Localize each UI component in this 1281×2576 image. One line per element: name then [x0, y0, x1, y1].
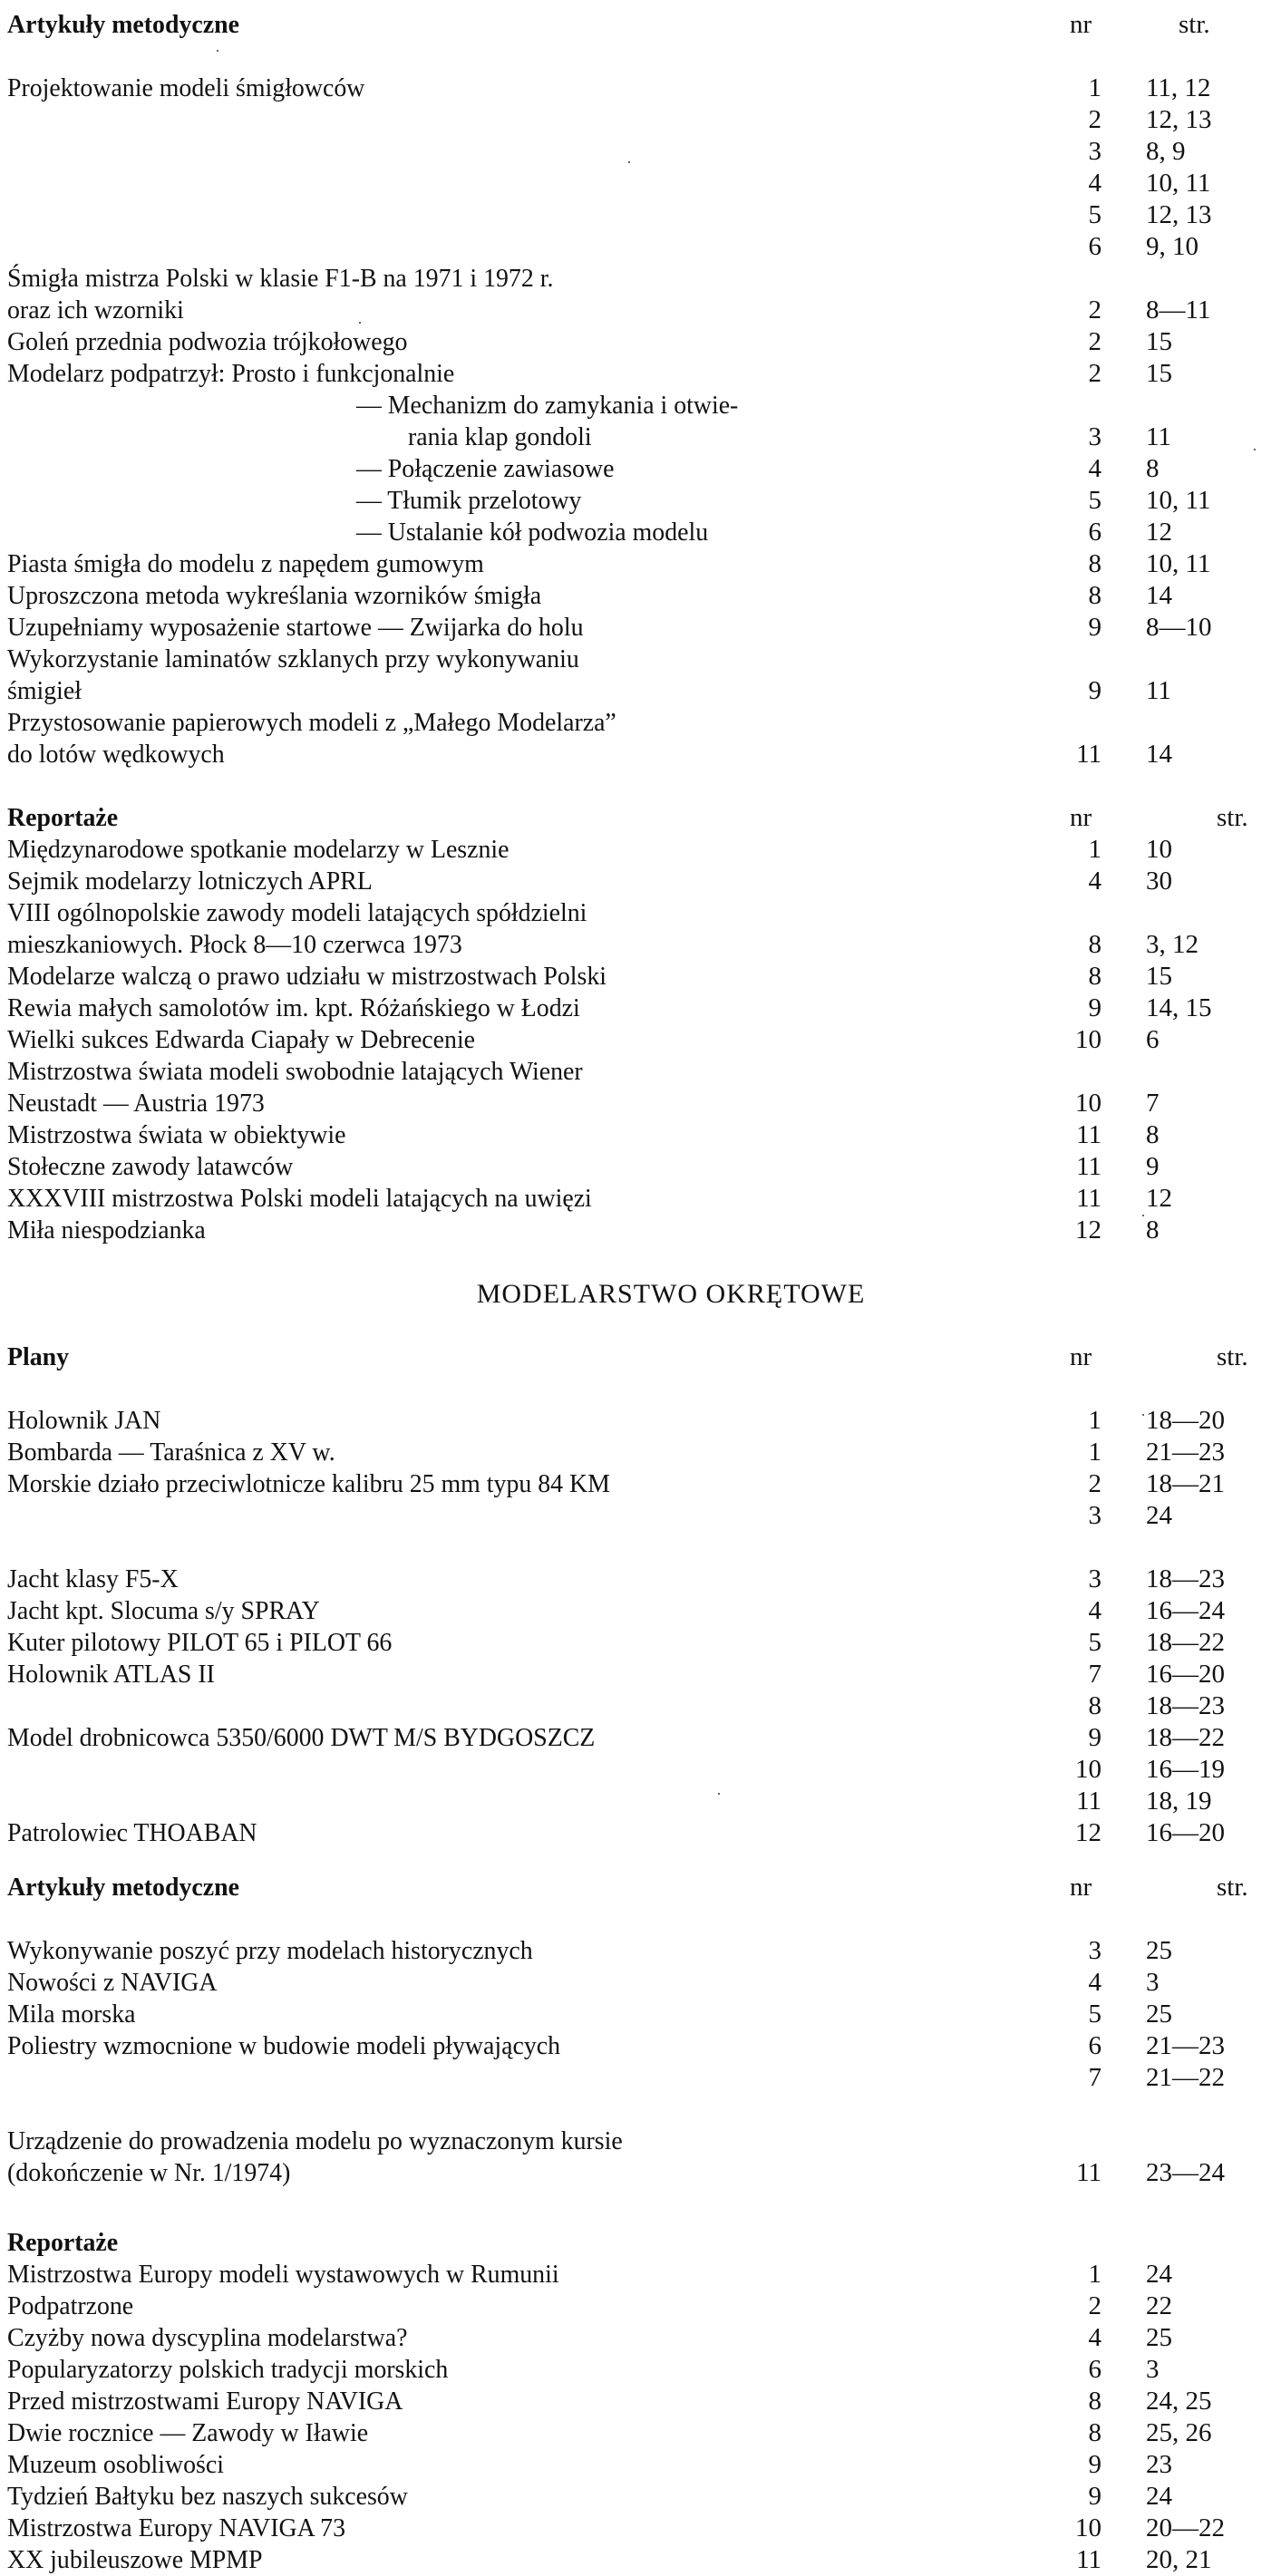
- index-entry: [0, 993, 1281, 1024]
- index-entry: [0, 1967, 1281, 1999]
- entry-pages: 8, 9: [1146, 137, 1186, 166]
- entry-pages: 22: [1146, 2290, 1172, 2320]
- index-entry: [0, 1215, 1281, 1246]
- index-entry: [0, 580, 1281, 612]
- entry-pages: 20, 21: [1146, 2544, 1212, 2574]
- column-header-str: str.: [1217, 803, 1248, 832]
- entry-pages: 24, 25: [1146, 2386, 1212, 2416]
- entry-title: Modelarz podpatrzył: Prosto i funkcjonalnie: [7, 359, 455, 388]
- index-entry: [0, 517, 1281, 548]
- entry-title: Jacht klasy F5-X: [7, 1564, 179, 1593]
- index-entry: [0, 961, 1281, 993]
- entry-title: Piasta śmigła do modelu z napędem gumowym: [7, 549, 484, 578]
- entry-title: Mistrzostwa świata w obiektywie: [7, 1120, 346, 1149]
- index-entry: [0, 358, 1281, 390]
- index-entry: [0, 1754, 1281, 1786]
- index-entry: [0, 1999, 1281, 2030]
- entry-issue-number: 1: [1088, 835, 1101, 864]
- index-entry: [0, 1935, 1281, 1967]
- entry-issue-number: 8: [1088, 581, 1101, 610]
- entry-title: Czyżby nowa dyscyplina modelarstwa?: [7, 2322, 408, 2352]
- entry-title: Śmigła mistrza Polski w klasie F1-B na 1971 i 1972 r.: [7, 264, 554, 293]
- section-heading: Artykuły metodyczne: [7, 10, 239, 39]
- entry-issue-number: 1: [1088, 73, 1101, 102]
- entry-issue-number: 5: [1088, 1999, 1101, 2029]
- entry-issue-number: 10: [1075, 1025, 1101, 1054]
- entry-pages: 11: [1146, 422, 1171, 451]
- index-entry: [0, 834, 1281, 866]
- index-entry: [0, 2544, 1281, 2576]
- entry-pages: 24: [1146, 2259, 1172, 2289]
- entry-pages: 18—23: [1146, 1564, 1225, 1593]
- entry-title: Poliestry wzmocnione w budowie modeli pływających: [7, 2030, 561, 2060]
- entry-title: Projektowanie modeli śmigłowców: [7, 73, 365, 102]
- entry-issue-number: 5: [1088, 1628, 1101, 1657]
- section-heading: Reportaże: [7, 2227, 119, 2257]
- index-entry: [0, 739, 1281, 770]
- entry-title: Model drobnicowca 5350/6000 DWT M/S BYDGOSZCZ: [7, 1723, 596, 1752]
- index-entry: [0, 2030, 1281, 2062]
- scan-speck: [1142, 1414, 1144, 1416]
- entry-issue-number: 9: [1088, 2481, 1101, 2511]
- section-heading: Reportaże: [7, 803, 119, 832]
- index-entry: [0, 2481, 1281, 2513]
- entry-pages: 12: [1146, 518, 1172, 547]
- entry-pages: 10: [1146, 835, 1172, 864]
- entry-pages: 23: [1146, 2449, 1172, 2479]
- index-entry: [0, 644, 1281, 675]
- entry-issue-number: 9: [1088, 2449, 1101, 2479]
- entry-pages: 15: [1146, 962, 1172, 991]
- entry-issue-number: 11: [1076, 740, 1101, 769]
- index-entry: [0, 326, 1281, 358]
- section-heading-row: [0, 1872, 1281, 1903]
- column-header-nr: nr: [1070, 803, 1092, 832]
- entry-issue-number: 2: [1088, 2290, 1101, 2320]
- entry-title: Holownik ATLAS II: [7, 1660, 215, 1689]
- entry-issue-number: 12: [1075, 1215, 1101, 1244]
- entry-issue-number: 8: [1088, 930, 1101, 959]
- entry-pages: 25, 26: [1146, 2417, 1212, 2447]
- index-entry: [0, 1786, 1281, 1817]
- entry-issue-number: 10: [1075, 2513, 1101, 2542]
- entry-pages: 8: [1146, 1215, 1160, 1244]
- entry-title: Uzupełniamy wyposażenie startowe — Zwijarka do holu: [7, 613, 584, 642]
- entry-title: Patrolowiec THOABAN: [7, 1818, 257, 1847]
- entry-pages: 16—20: [1146, 1660, 1225, 1689]
- index-entry: [0, 548, 1281, 580]
- entry-title: Urządzenie do prowadzenia modelu po wyznaczonym kursie: [7, 2126, 623, 2155]
- entry-issue-number: 8: [1088, 1691, 1101, 1720]
- entry-pages: 14, 15: [1146, 993, 1212, 1022]
- entry-title: — Ustalanie kół podwozia modelu: [356, 518, 709, 547]
- entry-title: Modelarze walczą o prawo udziału w mistrzostwach Polski: [7, 962, 607, 991]
- entry-pages: 21—23: [1146, 2030, 1225, 2060]
- scan-speck: [1142, 1215, 1144, 1216]
- index-entry: [0, 2449, 1281, 2481]
- entry-title: Mistrzostwa Europy modeli wystawowych w Rumunii: [7, 2259, 559, 2289]
- entry-pages: 24: [1146, 1501, 1172, 1530]
- entry-pages: 20—22: [1146, 2513, 1225, 2542]
- entry-issue-number: 2: [1088, 1469, 1101, 1498]
- index-entry: [0, 1437, 1281, 1468]
- index-entry: [0, 263, 1281, 295]
- entry-title: — Tłumik przelotowy: [356, 486, 582, 515]
- entry-issue-number: 1: [1088, 1406, 1101, 1435]
- entry-issue-number: 9: [1088, 613, 1101, 642]
- entry-pages: 8—10: [1146, 613, 1212, 642]
- index-entry: [0, 295, 1281, 326]
- entry-title: mieszkaniowych. Płock 8—10 czerwca 1973: [7, 930, 462, 959]
- entry-issue-number: 5: [1088, 200, 1101, 229]
- index-entry: [0, 866, 1281, 897]
- section-heading-row: [0, 9, 1281, 41]
- index-entry: [0, 1088, 1281, 1119]
- entry-pages: 18, 19: [1146, 1787, 1212, 1816]
- index-entry: [0, 199, 1281, 231]
- entry-title: Mistrzostwa świata modeli swobodnie latających Wiener: [7, 1057, 583, 1086]
- index-entry: [0, 1564, 1281, 1595]
- entry-title: Dwie rocznice — Zawody w Iławie: [7, 2417, 369, 2447]
- index-entry: [0, 929, 1281, 961]
- entry-pages: 12, 13: [1146, 200, 1212, 229]
- column-header-nr: nr: [1070, 1872, 1092, 1902]
- entry-pages: 18—20: [1146, 1406, 1225, 1435]
- entry-issue-number: 4: [1088, 454, 1101, 483]
- index-entry: [0, 2354, 1281, 2386]
- index-entry: [0, 675, 1281, 707]
- entry-issue-number: 1: [1088, 1438, 1101, 1467]
- entry-title: Neustadt — Austria 1973: [7, 1089, 265, 1118]
- entry-pages: 16—19: [1146, 1755, 1225, 1784]
- index-entry: [0, 2062, 1281, 2094]
- entry-title: Przystosowanie papierowych modeli z „Małego Modelarza”: [7, 708, 616, 737]
- entry-title: Kuter pilotowy PILOT 65 i PILOT 66: [7, 1628, 393, 1657]
- entry-pages: 21—22: [1146, 2062, 1225, 2092]
- entry-issue-number: 6: [1088, 2354, 1101, 2384]
- entry-issue-number: 2: [1088, 295, 1101, 324]
- entry-issue-number: 4: [1088, 2322, 1101, 2352]
- scan-speck: [217, 50, 218, 52]
- index-entry: [0, 612, 1281, 644]
- index-entry: [0, 1151, 1281, 1183]
- entry-title: Bombarda — Taraśnica z XV w.: [7, 1438, 335, 1467]
- entry-issue-number: 6: [1088, 2030, 1101, 2060]
- entry-issue-number: 8: [1088, 2386, 1101, 2416]
- entry-issue-number: 11: [1076, 1787, 1101, 1816]
- index-entry: [0, 1627, 1281, 1659]
- entry-issue-number: 9: [1088, 676, 1101, 705]
- index-entry: [0, 168, 1281, 199]
- section-heading: Artykuły metodyczne: [7, 1872, 239, 1902]
- entry-pages: 21—23: [1146, 1438, 1225, 1467]
- entry-title: rania klap gondoli: [408, 422, 592, 451]
- entry-title: Mistrzostwa Europy NAVIGA 73: [7, 2513, 345, 2542]
- scan-speck: [359, 322, 361, 324]
- entry-issue-number: 11: [1076, 2544, 1101, 2574]
- section-heading-row: [0, 802, 1281, 834]
- entry-pages: 18—23: [1146, 1691, 1225, 1720]
- entry-issue-number: 11: [1076, 1184, 1101, 1213]
- entry-issue-number: 10: [1075, 1755, 1101, 1784]
- index-entry: [0, 2417, 1281, 2449]
- entry-issue-number: 4: [1088, 867, 1101, 896]
- entry-title: Tydzień Bałtyku bez naszych sukcesów: [7, 2481, 408, 2511]
- index-entry: [0, 1119, 1281, 1151]
- entry-title: Przed mistrzostwami Europy NAVIGA: [7, 2386, 403, 2416]
- index-entry: [0, 104, 1281, 136]
- entry-issue-number: 8: [1088, 549, 1101, 578]
- index-entry: [0, 421, 1281, 453]
- index-entry: [0, 1532, 1281, 1564]
- index-entry: [0, 1468, 1281, 1500]
- entry-pages: 14: [1146, 740, 1172, 769]
- section-heading-row: [0, 1341, 1281, 1373]
- index-entry: [0, 2322, 1281, 2354]
- entry-pages: 10, 11: [1146, 549, 1211, 578]
- index-entry: [0, 1024, 1281, 1056]
- entry-title: Nowości z NAVIGA: [7, 1967, 218, 1997]
- entry-title: Jacht kpt. Slocuma s/y SPRAY: [7, 1596, 320, 1625]
- entry-title: Holownik JAN: [7, 1406, 161, 1435]
- index-entry: [0, 390, 1281, 421]
- entry-pages: 8: [1146, 454, 1160, 483]
- entry-issue-number: 8: [1088, 2417, 1101, 2447]
- entry-pages: 3: [1146, 2354, 1160, 2384]
- entry-issue-number: 7: [1088, 1660, 1101, 1689]
- entry-title: XXXVIII mistrzostwa Polski modeli latających na uwięzi: [7, 1184, 592, 1213]
- entry-issue-number: 3: [1088, 137, 1101, 166]
- entry-issue-number: 4: [1088, 1596, 1101, 1625]
- entry-issue-number: 9: [1088, 993, 1101, 1022]
- index-entry: [0, 453, 1281, 485]
- part-title-text: MODELARSTWO OKRĘTOWE: [476, 1279, 866, 1309]
- entry-title: Międzynarodowe spotkanie modelarzy w Lesznie: [7, 835, 509, 864]
- entry-issue-number: 1: [1088, 2259, 1101, 2289]
- index-entry: [0, 2259, 1281, 2290]
- column-header-str: str.: [1217, 1872, 1248, 1902]
- entry-issue-number: 2: [1088, 327, 1101, 356]
- index-entry: [0, 1817, 1281, 1849]
- index-entry: [0, 2126, 1281, 2157]
- entry-pages: 16—20: [1146, 1818, 1225, 1847]
- index-entry: [0, 897, 1281, 929]
- column-header-str: str.: [1217, 1342, 1248, 1371]
- entry-issue-number: 3: [1088, 1501, 1101, 1530]
- entry-issue-number: 11: [1076, 2157, 1101, 2187]
- entry-title: XX jubileuszowe MPMP: [7, 2544, 263, 2574]
- entry-issue-number: 5: [1088, 486, 1101, 515]
- scan-speck: [628, 161, 630, 163]
- entry-title: Morskie działo przeciwlotnicze kalibru 25 mm typu 84 KM: [7, 1469, 610, 1498]
- index-entry: [0, 231, 1281, 263]
- entry-pages: 8: [1146, 1120, 1160, 1149]
- entry-issue-number: 3: [1088, 1564, 1101, 1593]
- entry-issue-number: 6: [1088, 518, 1101, 547]
- entry-pages: 25: [1146, 2322, 1172, 2352]
- entry-pages: 25: [1146, 1935, 1172, 1965]
- entry-pages: 10, 11: [1146, 169, 1211, 198]
- index-entry: [0, 136, 1281, 168]
- index-entry: [0, 2513, 1281, 2544]
- entry-title: Podpatrzone: [7, 2290, 134, 2320]
- entry-title: do lotów wędkowych: [7, 740, 225, 769]
- entry-issue-number: 3: [1088, 422, 1101, 451]
- entry-title: oraz ich wzorniki: [7, 295, 184, 324]
- entry-pages: 9: [1146, 1152, 1160, 1181]
- index-entry: [0, 1690, 1281, 1722]
- entry-title: — Mechanizm do zamykania i otwie-: [356, 391, 739, 420]
- entry-pages: 30: [1146, 867, 1172, 896]
- column-header-nr: nr: [1070, 10, 1092, 39]
- entry-title: Uproszczona metoda wykreślania wzorników śmigła: [7, 581, 542, 610]
- entry-pages: 7: [1146, 1089, 1160, 1118]
- index-entry: [0, 1405, 1281, 1437]
- entry-pages: 12, 13: [1146, 105, 1212, 134]
- entry-title: Wykorzystanie laminatów szklanych przy wykonywaniu: [7, 644, 579, 673]
- index-entry: [0, 1659, 1281, 1690]
- entry-title: Popularyzatorzy polskich tradycji morskich: [7, 2354, 449, 2384]
- index-entry: [0, 2290, 1281, 2322]
- entry-pages: 3, 12: [1146, 930, 1199, 959]
- entry-issue-number: 3: [1088, 1935, 1101, 1965]
- entry-pages: 14: [1146, 581, 1172, 610]
- index-entry: [0, 2157, 1281, 2189]
- entry-pages: 8—11: [1146, 295, 1211, 324]
- entry-title: Wykonywanie poszyć przy modelach historycznych: [7, 1935, 533, 1965]
- entry-issue-number: 11: [1076, 1152, 1101, 1181]
- index-entry: [0, 485, 1281, 517]
- entry-title: Rewia małych samolotów im. kpt. Różańskiego w Łodzi: [7, 993, 580, 1022]
- entry-pages: 23—24: [1146, 2157, 1225, 2187]
- entry-pages: 18—21: [1146, 1469, 1225, 1498]
- entry-issue-number: 4: [1088, 169, 1101, 198]
- entry-pages: 16—24: [1146, 1596, 1225, 1625]
- entry-issue-number: 9: [1088, 1723, 1101, 1752]
- scan-speck: [718, 1793, 720, 1795]
- entry-pages: 6: [1146, 1025, 1160, 1054]
- entry-title: Muzeum osobliwości: [7, 2449, 224, 2479]
- index-entry: [0, 1183, 1281, 1215]
- entry-issue-number: 10: [1075, 1089, 1101, 1118]
- entry-title: VIII ogólnopolskie zawody modeli latających spółdzielni: [7, 898, 587, 927]
- entry-issue-number: 6: [1088, 232, 1101, 261]
- entry-issue-number: 4: [1088, 1967, 1101, 1997]
- entry-pages: 9, 10: [1146, 232, 1199, 261]
- entry-issue-number: 2: [1088, 359, 1101, 388]
- entry-issue-number: 2: [1088, 105, 1101, 134]
- entry-pages: 24: [1146, 2481, 1172, 2511]
- entry-pages: 18—22: [1146, 1628, 1225, 1657]
- entry-title: Stołeczne zawody latawców: [7, 1152, 294, 1181]
- entry-pages: 15: [1146, 359, 1172, 388]
- index-entry: [0, 2094, 1281, 2126]
- entry-issue-number: 8: [1088, 962, 1101, 991]
- section-heading: Plany: [7, 1342, 70, 1371]
- index-entry: [0, 2386, 1281, 2417]
- entry-title: (dokończenie w Nr. 1/1974): [7, 2157, 291, 2187]
- entry-title: Goleń przednia podwozia trójkołowego: [7, 327, 408, 356]
- index-entry: [0, 1056, 1281, 1088]
- entry-pages: 15: [1146, 327, 1172, 356]
- column-header-str: str.: [1179, 10, 1210, 39]
- entry-title: Wielki sukces Edwarda Ciapały w Debrecenie: [7, 1025, 476, 1054]
- entry-pages: 11, 12: [1146, 73, 1211, 102]
- index-entry: [0, 1722, 1281, 1754]
- entry-title: Miła niespodzianka: [7, 1215, 206, 1244]
- entry-title: Sejmik modelarzy lotniczych APRL: [7, 867, 373, 896]
- entry-title: Mila morska: [7, 1999, 136, 2029]
- entry-issue-number: 12: [1075, 1818, 1101, 1847]
- entry-pages: 25: [1146, 1999, 1172, 2029]
- entry-pages: 12: [1146, 1184, 1172, 1213]
- index-entry: [0, 1500, 1281, 1532]
- entry-pages: 11: [1146, 676, 1171, 705]
- entry-title: — Połączenie zawiasowe: [356, 454, 615, 483]
- entry-title: śmigieł: [7, 676, 82, 705]
- part-title: [0, 1278, 1281, 1310]
- entry-pages: 10, 11: [1146, 486, 1211, 515]
- index-entry: [0, 1595, 1281, 1627]
- entry-issue-number: 11: [1076, 1120, 1101, 1149]
- entry-pages: 18—22: [1146, 1723, 1225, 1752]
- section-heading-row: [0, 2227, 1281, 2259]
- index-entry: [0, 73, 1281, 104]
- entry-pages: 3: [1146, 1967, 1160, 1997]
- entry-issue-number: 7: [1088, 2062, 1101, 2092]
- column-header-nr: nr: [1070, 1342, 1092, 1371]
- index-entry: [0, 707, 1281, 739]
